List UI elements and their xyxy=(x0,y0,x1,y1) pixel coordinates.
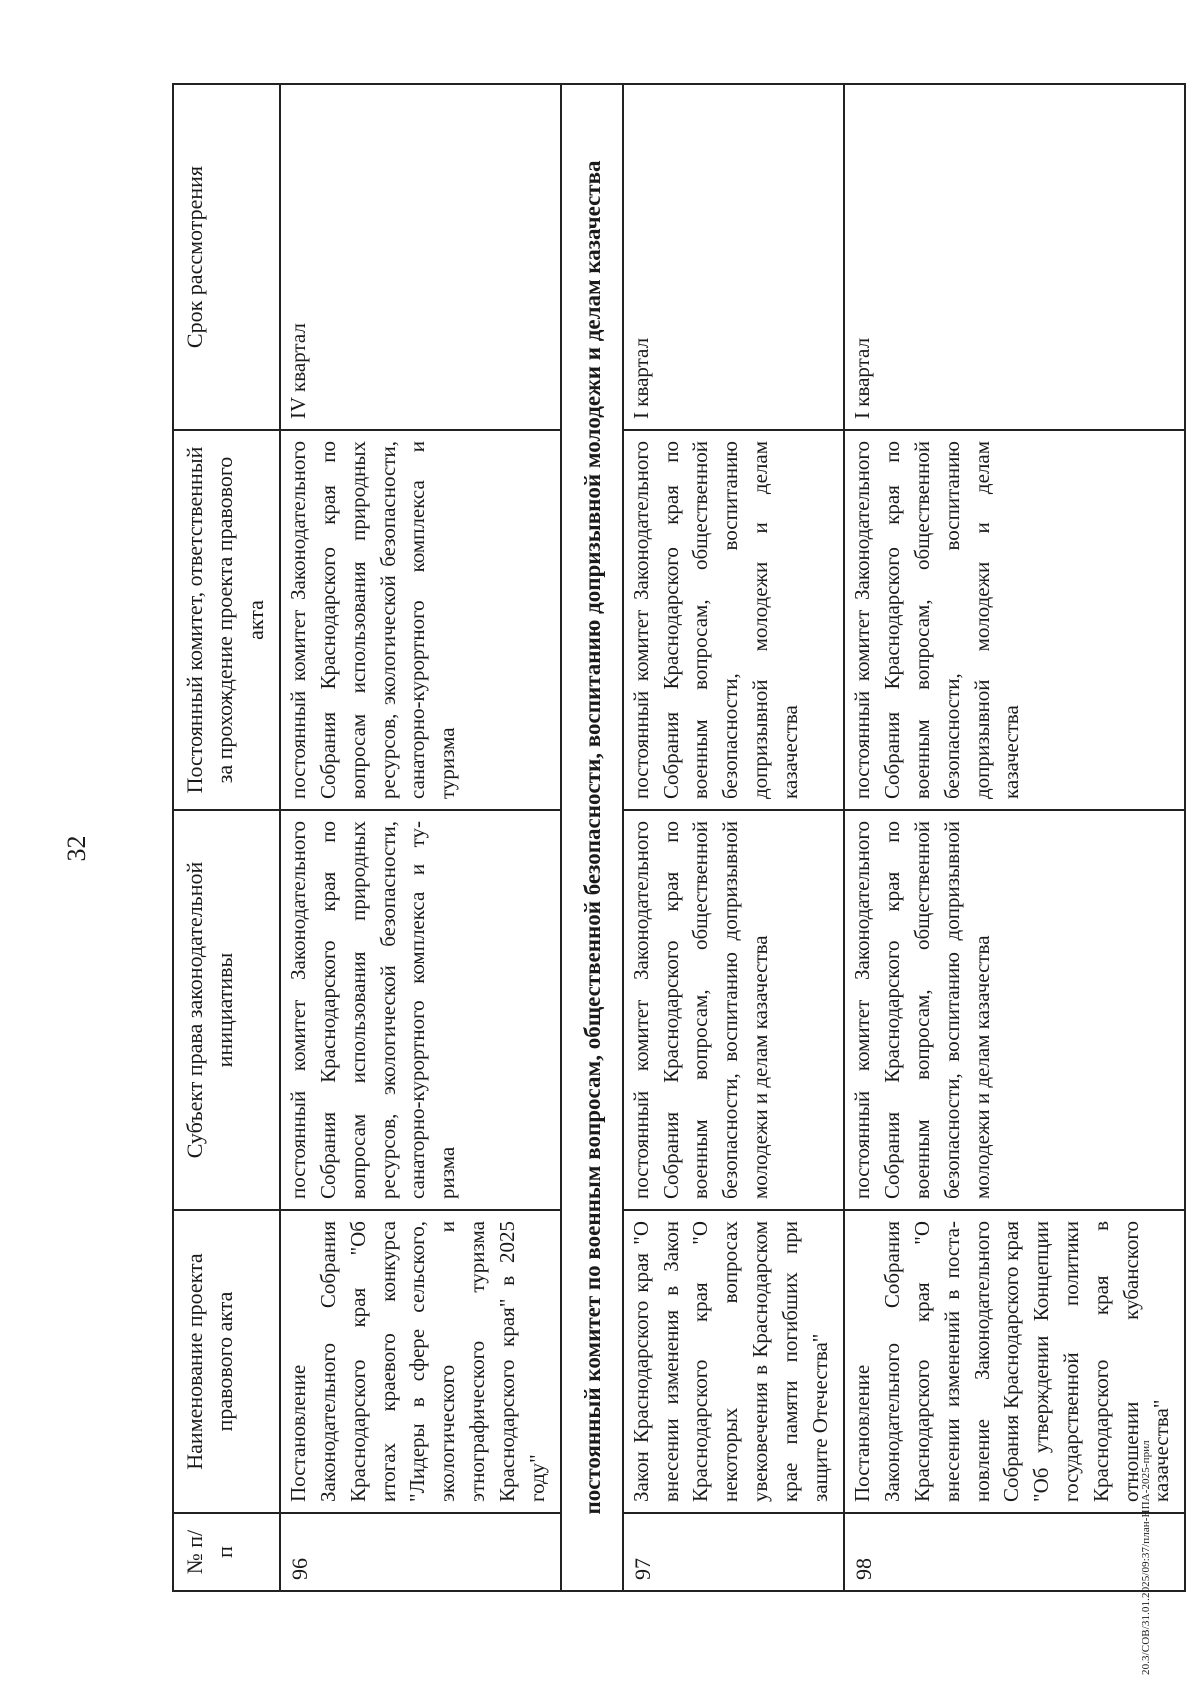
header-committee: Постоянный комитет, ответственный за прохождение проекта правового акта xyxy=(173,430,280,810)
plan-table xyxy=(172,83,1186,1592)
row-name: Закон Краснодарского края "О внесении изменения в Закон Краснодарского края "О некоторых вопросах увековечения в Краснодарском крае памяти погибших при защите Отечества" xyxy=(623,1210,845,1513)
row-num: 97 xyxy=(623,1513,845,1591)
header-subject: Субъект права законодательной инициативы xyxy=(173,810,280,1210)
row-name: Постановление Законодательного Собрания Краснодарского края "О внесении изменений в постановление Законодательного Собрания Краснодарского края "Об утверждении Концепции государственной политики Краснодарского края в отношении кубанского казачества" xyxy=(844,1210,1185,1513)
table-header-row xyxy=(173,84,280,1591)
row-subject: постоянный комитет Законодательного Собрания Краснодарского края по военным вопросам, общественной безопасности, воспитанию допризывной молодежи и делам казачества xyxy=(623,810,845,1210)
row-committee: постоянный комитет Законодательного Собрания Краснодарского края по военным вопросам, общественной безопасности, воспитанию допризывной молодежи и делам казачества xyxy=(844,430,1185,810)
row-committee: постоянный комитет Законодательного Собрания Краснодарского края по вопросам использования природных ресурсов, экологической безопасности, санаторно-курортного комплекса и туризма xyxy=(280,430,561,810)
document-footer-code: 20.3/СОВ/31.01.2025/09:37/план-НПА-2025-прил xyxy=(1140,1440,1152,1675)
row-subject: постоянный комитет Законодательного Собрания Краснодарского края по вопросам использования природных ресурсов, экологической безопасности, санаторно-курортного комплекса и туризма xyxy=(280,810,561,1210)
header-num: № п/п xyxy=(173,1513,280,1591)
page-number: 32 xyxy=(62,835,91,862)
section-title: постоянный комитет по военным вопросам, общественной безопасности, воспитанию допризывной молодежи и делам казачества xyxy=(561,84,622,1591)
header-term: Срок рассмотрения xyxy=(173,84,280,430)
table-row xyxy=(623,84,845,1591)
row-committee: постоянный комитет Законодательного Собрания Краснодарского края по военным вопросам, общественной безопасности, воспитанию допризывной молодежи и делам казачества xyxy=(623,430,845,810)
row-term: IV квартал xyxy=(280,84,561,430)
row-num: 96 xyxy=(280,1513,561,1591)
table-row xyxy=(280,84,561,1591)
header-name: Наименование проекта правового акта xyxy=(173,1210,280,1513)
row-term: I квартал xyxy=(623,84,845,430)
row-term: I квартал xyxy=(844,84,1185,430)
row-num: 98 xyxy=(844,1513,1185,1591)
section-row xyxy=(561,84,622,1591)
row-subject: постоянный комитет Законодательного Собрания Краснодарского края по военным вопросам, общественной безопасности, воспитанию допризывной молодежи и делам казачества xyxy=(844,810,1185,1210)
row-name: Постановление Законодательного Собрания Краснодарского края "Об итогах краевого конкурса "Лидеры в сфере сельского, экологического и этнографического туризма Краснодарского края" в 2025 году" xyxy=(280,1210,561,1513)
table-row xyxy=(844,84,1185,1591)
